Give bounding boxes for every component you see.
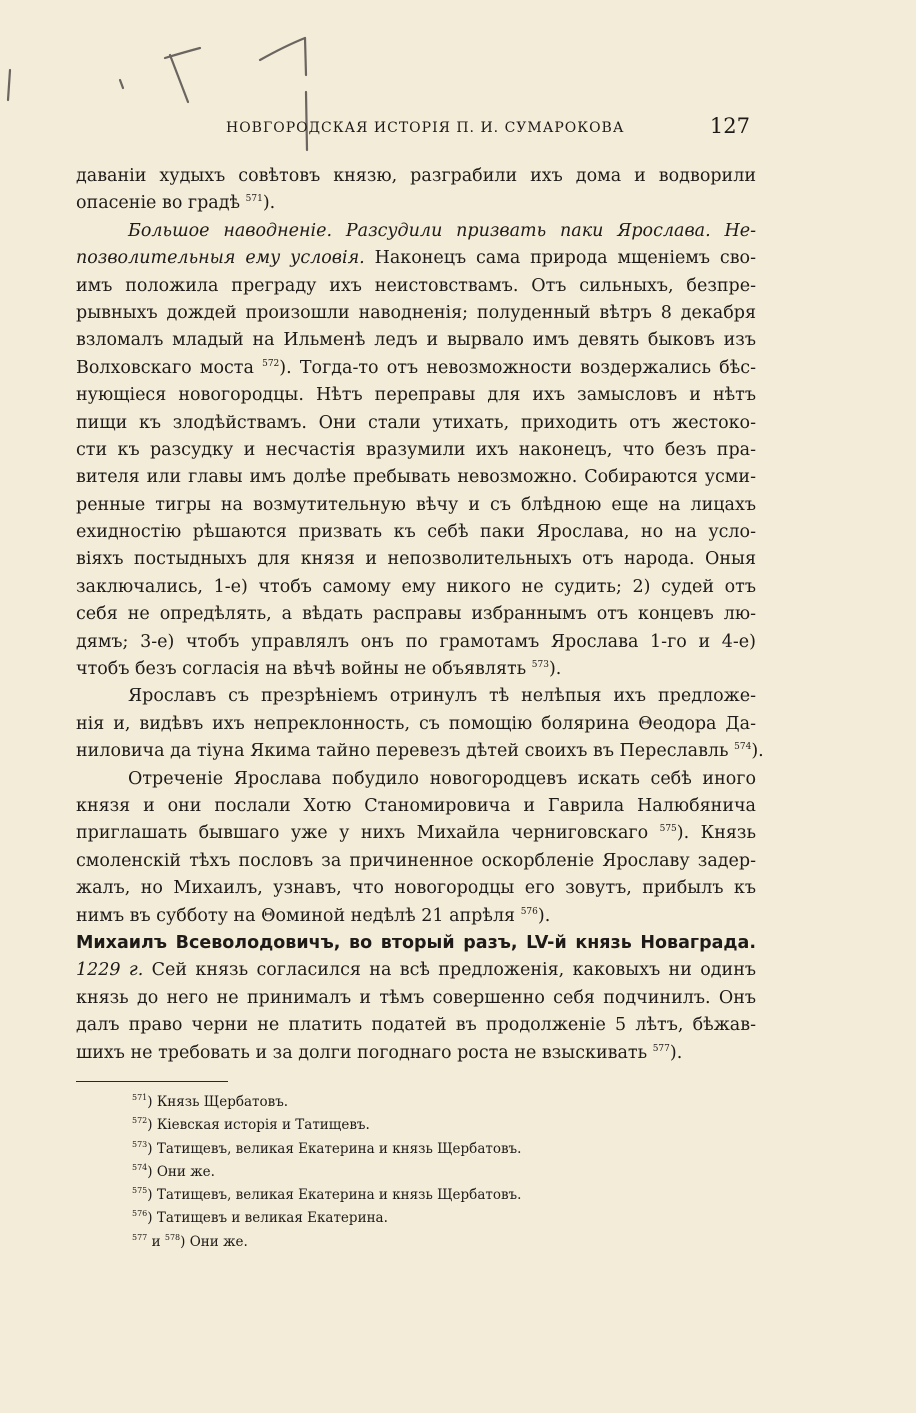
text-line: князь до него не принималъ и тѣмъ совершенно себя подчинилъ. Онъ	[76, 987, 756, 1008]
text-line: князя и они послали Хотю Станомировича и Гаврила Налюбянича	[76, 795, 756, 816]
text-line: нующіеся новогородцы. Нѣтъ переправы для ихъ замысловъ и нѣтъ	[76, 385, 756, 406]
text-line: взломалъ младый на Ильменѣ ледъ и вырвало имъ девять быковъ изъ	[76, 330, 756, 351]
running-title: НОВГОРОДСКАЯ ИСТОРІЯ П. И. СУМАРОКОВА	[226, 120, 625, 136]
footnote-divider	[76, 1081, 228, 1082]
footnote: $^{571}$) Князь Щербатовъ.	[132, 1093, 289, 1110]
text-line: нимъ въ субботу на Θоминой недѣлѣ 21 апрѣля $^{576}$).	[76, 905, 551, 926]
section-heading: Михаилъ Всеволодовичъ, во вторый разъ, LV-й князь Новаграда.	[76, 932, 756, 953]
text-line: далъ право черни не платить податей въ продолженіе 5 лѣтъ, бѣжав-	[76, 1015, 756, 1036]
year-label: 1229 г.	[76, 960, 144, 981]
text-line: жалъ, но Михаилъ, узнавъ, что новогородцы его зовутъ, прибылъ къ	[76, 878, 756, 899]
text-line: рывныхъ дождей произошли наводненія; полуденный вѣтръ 8 декабря	[76, 302, 756, 323]
footnote: $^{574}$) Они же.	[132, 1162, 215, 1180]
text-line: сти къ разсудку и несчастія вразумили ихъ наконецъ, что безъ пра-	[76, 439, 756, 460]
footnote-ref: 575	[659, 824, 677, 835]
text-line: ехидностію рѣшаются призвать къ себѣ паки Ярослава, но на усло-	[76, 522, 756, 543]
footnote-ref: 574	[734, 742, 752, 753]
text-line: ниловича да тіуна Якима тайно перевезъ дѣтей своихъ въ Переславль $^{574}$).	[76, 741, 764, 762]
text-line: нія и, видѣвъ ихъ непреклонность, съ помощію болярина Θеодора Да-	[76, 713, 756, 734]
text-line: Ярославъ съ презрѣніемъ отринулъ тѣ нелѣпыя ихъ предложе-	[128, 686, 756, 707]
text-line: чтобъ безъ согласія на вѣчѣ войны не объявлять $^{573}$).	[76, 659, 562, 680]
text-line: имъ положила преграду ихъ неистовствамъ. Отъ сильныхъ, безпре-	[76, 275, 756, 296]
text-line: Большое наводненіе. Разсудили призвать паки Ярослава. Не-	[128, 220, 756, 241]
body-text	[76, 163, 764, 1067]
text-line: пищи къ злодѣйствамъ. Они стали утихать, приходить отъ жестоко-	[76, 412, 756, 433]
footnote-ref: 571	[245, 194, 263, 205]
footnote-ref: 573	[531, 660, 549, 671]
page-number: 127	[709, 114, 750, 138]
footnote-ref: 576	[520, 906, 538, 917]
text-line: віяхъ постыдныхъ для князя и непозволительныхъ отъ народа. Оныя	[76, 549, 756, 570]
footnote: $^{577}$ и $^{578}$) Они же.	[132, 1232, 248, 1250]
text-line: вителя или главы имъ долѣе пребывать невозможно. Собираются усми-	[76, 467, 756, 488]
text-line: опасеніе во градѣ $^{571}$).	[76, 193, 276, 214]
text-line: Отреченіе Ярослава побудило новогородцевъ искать себѣ иного	[128, 768, 756, 789]
footnote: $^{575}$) Татищевъ, великая Екатерина и князь Щербатовъ.	[132, 1186, 522, 1204]
footnote: $^{576}$) Татищевъ и великая Екатерина.	[132, 1209, 388, 1227]
text-line: позволительныя ему условія. Наконецъ сама природа мщеніемъ сво-	[76, 248, 756, 269]
footnote-ref: 577	[652, 1043, 670, 1054]
footnotes	[132, 1091, 752, 1254]
text-line: себя не опредѣлять, а вѣдать расправы избраннымъ отъ концевъ лю-	[76, 604, 756, 625]
text-line: ренные тигры на возмутительную вѣчу и съ блѣдною еще на лицахъ	[76, 494, 756, 515]
text-line: Волховскаго моста $^{572}$). Тогда-то отъ невозможности воздержались бѣс-	[76, 357, 756, 378]
page-header	[76, 114, 756, 142]
text-line: смоленскій тѣхъ пословъ за причиненное оскорбленіе Ярославу задер-	[76, 850, 756, 871]
footnote: $^{573}$) Татищевъ, великая Екатерина и князь Щербатовъ.	[132, 1139, 522, 1157]
footnote-ref: 572	[262, 358, 280, 369]
text-line: дямъ; 3-е) чтобъ управлялъ онъ по грамотамъ Ярослава 1-го и 4-е)	[76, 631, 756, 652]
footnote: $^{572}$) Кіевская исторія и Татищевъ.	[132, 1116, 370, 1134]
text-line: 1229 г. Сей князь согласился на всѣ предложенія, каковыхъ ни одинъ	[76, 960, 756, 981]
text-line: заключались, 1-е) чтобъ самому ему никого не судить; 2) судей отъ	[76, 576, 756, 597]
text-line: даваніи худыхъ совѣтовъ князю, разграбили ихъ дома и водворили	[76, 166, 756, 186]
text-line: шихъ не требовать и за долги погоднаго роста не взыскивать $^{577}$).	[76, 1042, 683, 1063]
text-line: приглашать бывшаго уже у нихъ Михайла черниговскаго $^{575}$). Князь	[76, 823, 756, 844]
